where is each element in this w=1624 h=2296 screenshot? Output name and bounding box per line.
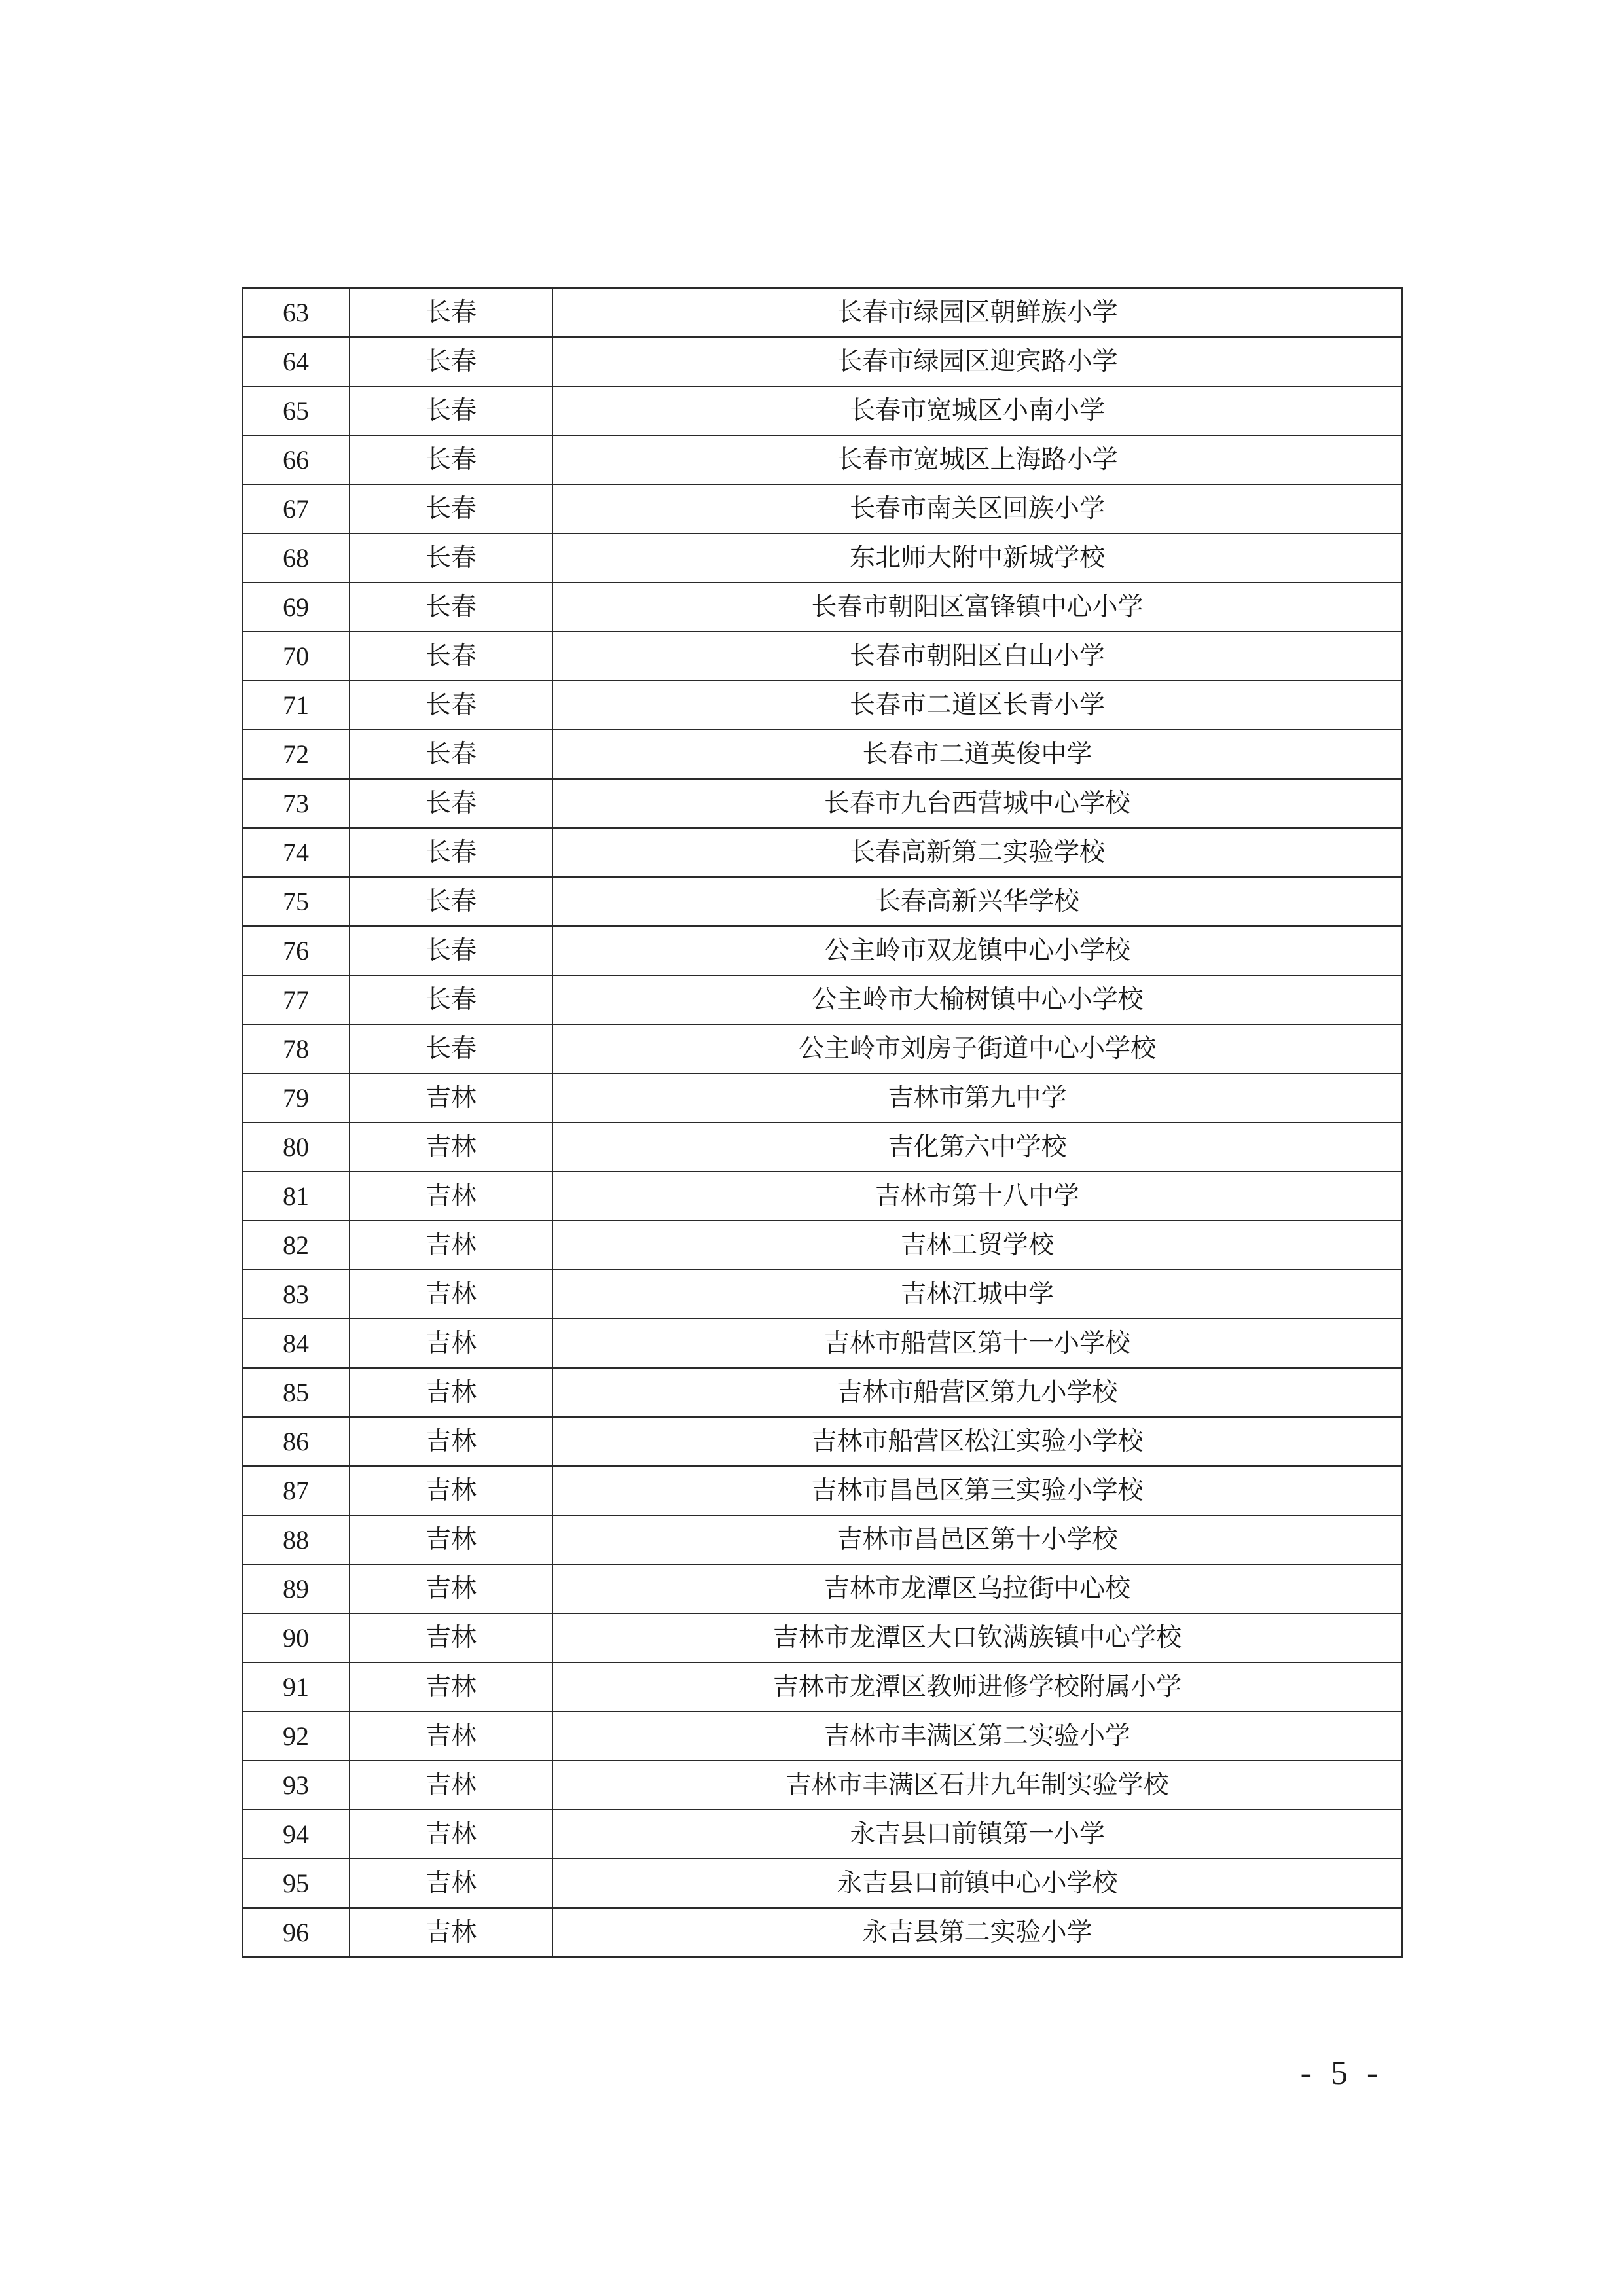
table-row: [242, 1073, 1402, 1122]
school-name-cell: 吉林市丰满区石井九年制实验学校: [552, 1761, 1402, 1810]
school-name-cell: 永吉县口前镇中心小学校: [552, 1859, 1402, 1908]
school-name-cell: 公主岭市刘房子街道中心小学校: [552, 1024, 1402, 1073]
school-name-cell: 吉林工贸学校: [552, 1221, 1402, 1270]
row-number-cell: 78: [242, 1024, 350, 1073]
table-row: [242, 975, 1402, 1024]
table-row: [242, 1761, 1402, 1810]
city-cell: 吉林: [350, 1073, 552, 1122]
school-name-cell: 吉林市船营区松江实验小学校: [552, 1417, 1402, 1466]
city-cell: 长春: [350, 681, 552, 730]
school-name-cell: 公主岭市双龙镇中心小学校: [552, 926, 1402, 975]
row-number-cell: 84: [242, 1319, 350, 1368]
school-name-cell: 吉林江城中学: [552, 1270, 1402, 1319]
row-number-cell: 68: [242, 533, 350, 583]
table-row: [242, 435, 1402, 484]
school-name-cell: 吉林市第十八中学: [552, 1172, 1402, 1221]
table-row: [242, 1662, 1402, 1712]
table-row: [242, 632, 1402, 681]
table-row: [242, 1368, 1402, 1417]
city-cell: 长春: [350, 533, 552, 583]
row-number-cell: 96: [242, 1908, 350, 1957]
table-row: [242, 1466, 1402, 1515]
city-cell: 吉林: [350, 1564, 552, 1613]
city-cell: 长春: [350, 926, 552, 975]
school-name-cell: 长春市宽城区上海路小学: [552, 435, 1402, 484]
city-cell: 吉林: [350, 1662, 552, 1712]
school-list-body: [242, 288, 1402, 1957]
row-number-cell: 80: [242, 1122, 350, 1172]
row-number-cell: 83: [242, 1270, 350, 1319]
city-cell: 长春: [350, 1024, 552, 1073]
school-name-cell: 长春市朝阳区富锋镇中心小学: [552, 583, 1402, 632]
city-cell: 长春: [350, 435, 552, 484]
row-number-cell: 92: [242, 1712, 350, 1761]
school-name-cell: 吉林市昌邑区第三实验小学校: [552, 1466, 1402, 1515]
table-row: [242, 1319, 1402, 1368]
school-name-cell: 长春高新兴华学校: [552, 877, 1402, 926]
row-number-cell: 69: [242, 583, 350, 632]
row-number-cell: 65: [242, 386, 350, 435]
row-number-cell: 71: [242, 681, 350, 730]
table-row: [242, 1024, 1402, 1073]
city-cell: 吉林: [350, 1122, 552, 1172]
table-row: [242, 1221, 1402, 1270]
city-cell: 长春: [350, 877, 552, 926]
school-name-cell: 长春市九台西营城中心学校: [552, 779, 1402, 828]
table-row: [242, 1613, 1402, 1662]
table-row: [242, 1712, 1402, 1761]
city-cell: 长春: [350, 632, 552, 681]
row-number-cell: 91: [242, 1662, 350, 1712]
city-cell: 吉林: [350, 1613, 552, 1662]
table-row: [242, 1859, 1402, 1908]
school-name-cell: 长春市二道英俊中学: [552, 730, 1402, 779]
table-row: [242, 828, 1402, 877]
table-row: [242, 337, 1402, 386]
school-name-cell: 长春市宽城区小南小学: [552, 386, 1402, 435]
table-row: [242, 1172, 1402, 1221]
table-row: [242, 779, 1402, 828]
row-number-cell: 75: [242, 877, 350, 926]
table-row: [242, 681, 1402, 730]
city-cell: 长春: [350, 484, 552, 533]
row-number-cell: 88: [242, 1515, 350, 1564]
school-name-cell: 吉林市龙潭区大口钦满族镇中心学校: [552, 1613, 1402, 1662]
city-cell: 吉林: [350, 1908, 552, 1957]
table-row: [242, 1564, 1402, 1613]
row-number-cell: 93: [242, 1761, 350, 1810]
city-cell: 长春: [350, 583, 552, 632]
city-cell: 长春: [350, 730, 552, 779]
school-name-cell: 永吉县第二实验小学: [552, 1908, 1402, 1957]
city-cell: 吉林: [350, 1270, 552, 1319]
school-name-cell: 吉林市龙潭区教师进修学校附属小学: [552, 1662, 1402, 1712]
table-row: [242, 730, 1402, 779]
school-name-cell: 东北师大附中新城学校: [552, 533, 1402, 583]
table-row: [242, 1810, 1402, 1859]
city-cell: 长春: [350, 386, 552, 435]
school-name-cell: 吉林市丰满区第二实验小学: [552, 1712, 1402, 1761]
city-cell: 吉林: [350, 1221, 552, 1270]
row-number-cell: 95: [242, 1859, 350, 1908]
row-number-cell: 77: [242, 975, 350, 1024]
row-number-cell: 82: [242, 1221, 350, 1270]
table-row: [242, 926, 1402, 975]
school-name-cell: 永吉县口前镇第一小学: [552, 1810, 1402, 1859]
row-number-cell: 87: [242, 1466, 350, 1515]
school-name-cell: 长春市南关区回族小学: [552, 484, 1402, 533]
row-number-cell: 79: [242, 1073, 350, 1122]
table-row: [242, 583, 1402, 632]
row-number-cell: 81: [242, 1172, 350, 1221]
page-number: - 5 -: [1300, 2054, 1384, 2092]
school-name-cell: 吉林市船营区第九小学校: [552, 1368, 1402, 1417]
table-row: [242, 288, 1402, 337]
school-name-cell: 吉林市昌邑区第十小学校: [552, 1515, 1402, 1564]
table-row: [242, 533, 1402, 583]
row-number-cell: 70: [242, 632, 350, 681]
school-name-cell: 公主岭市大榆树镇中心小学校: [552, 975, 1402, 1024]
city-cell: 吉林: [350, 1712, 552, 1761]
table-row: [242, 877, 1402, 926]
school-name-cell: 吉化第六中学校: [552, 1122, 1402, 1172]
row-number-cell: 66: [242, 435, 350, 484]
school-name-cell: 长春市绿园区朝鲜族小学: [552, 288, 1402, 337]
city-cell: 长春: [350, 828, 552, 877]
table-row: [242, 1908, 1402, 1957]
table-row: [242, 1122, 1402, 1172]
city-cell: 吉林: [350, 1810, 552, 1859]
city-cell: 吉林: [350, 1172, 552, 1221]
row-number-cell: 76: [242, 926, 350, 975]
city-cell: 吉林: [350, 1417, 552, 1466]
city-cell: 吉林: [350, 1515, 552, 1564]
table-row: [242, 484, 1402, 533]
school-name-cell: 吉林市船营区第十一小学校: [552, 1319, 1402, 1368]
row-number-cell: 73: [242, 779, 350, 828]
city-cell: 长春: [350, 337, 552, 386]
city-cell: 吉林: [350, 1319, 552, 1368]
row-number-cell: 86: [242, 1417, 350, 1466]
table-row: [242, 1270, 1402, 1319]
row-number-cell: 74: [242, 828, 350, 877]
city-cell: 吉林: [350, 1859, 552, 1908]
table-row: [242, 1417, 1402, 1466]
row-number-cell: 90: [242, 1613, 350, 1662]
city-cell: 吉林: [350, 1761, 552, 1810]
city-cell: 长春: [350, 975, 552, 1024]
school-name-cell: 吉林市龙潭区乌拉街中心校: [552, 1564, 1402, 1613]
row-number-cell: 85: [242, 1368, 350, 1417]
row-number-cell: 72: [242, 730, 350, 779]
row-number-cell: 94: [242, 1810, 350, 1859]
school-name-cell: 吉林市第九中学: [552, 1073, 1402, 1122]
table-row: [242, 386, 1402, 435]
city-cell: 长春: [350, 288, 552, 337]
school-name-cell: 长春高新第二实验学校: [552, 828, 1402, 877]
row-number-cell: 63: [242, 288, 350, 337]
row-number-cell: 67: [242, 484, 350, 533]
school-list-table: [242, 287, 1403, 1958]
table-row: [242, 1515, 1402, 1564]
school-name-cell: 长春市二道区长青小学: [552, 681, 1402, 730]
school-name-cell: 长春市朝阳区白山小学: [552, 632, 1402, 681]
school-name-cell: 长春市绿园区迎宾路小学: [552, 337, 1402, 386]
city-cell: 长春: [350, 779, 552, 828]
city-cell: 吉林: [350, 1466, 552, 1515]
row-number-cell: 89: [242, 1564, 350, 1613]
row-number-cell: 64: [242, 337, 350, 386]
city-cell: 吉林: [350, 1368, 552, 1417]
